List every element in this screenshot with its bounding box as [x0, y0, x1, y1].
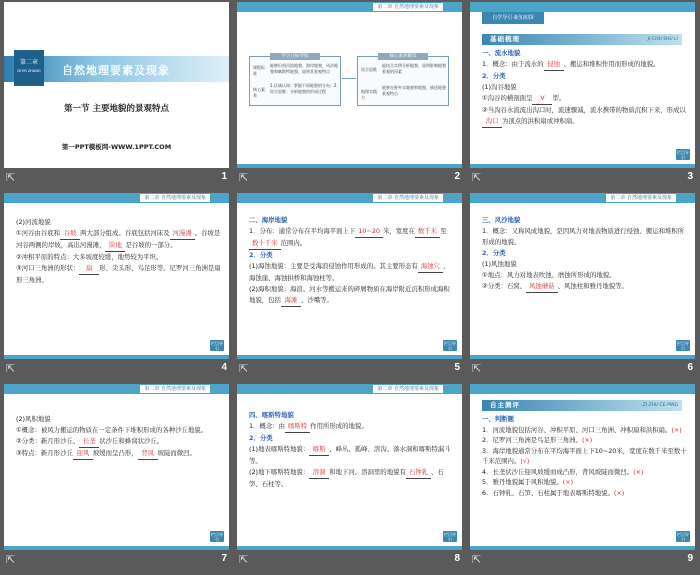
website-text: 第一PPT模板网-WWW.1PPT.COM	[61, 143, 172, 151]
slide-cell-1[interactable]	[0, 0, 233, 191]
slide-header-bar: 第二章 自然地理要素及现象	[4, 193, 229, 203]
slide-body-text: 三、风沙地貌 1．概念：又称风成地貌，是因风力对地表物质进行侵蚀、搬运和堆积所形成的地貌。 2．分类 (1)风蚀地貌 ①地点：风力对地表吹蚀、磨蚀所形成的地貌。 ②分类：石窝、 风蚀蘑菇 、风蚀柱和雅丹地貌等。	[482, 215, 687, 293]
slide-number: 6	[687, 362, 693, 373]
slide-bottom-bar	[4, 355, 229, 359]
slide-thumbnail[interactable]	[4, 384, 229, 550]
slide-header-bar	[470, 2, 695, 12]
slide-number: 7	[221, 553, 227, 564]
slide-thumbnail[interactable]	[237, 193, 462, 359]
slide-footer	[466, 170, 699, 188]
slide-bottom-bar	[237, 355, 462, 359]
section-header: 基础梳理 JI CHU SHU LI	[482, 34, 682, 45]
back-to-toc-button[interactable]: 栏目导引	[211, 341, 223, 351]
slide-thumbnail[interactable]	[470, 193, 695, 359]
slide-footer	[466, 552, 699, 570]
slide-footer	[233, 170, 466, 188]
slide-number: 5	[454, 362, 460, 373]
slide-bottom-bar	[4, 546, 229, 550]
slide-bottom-bar	[237, 546, 462, 550]
back-to-toc-button[interactable]: 栏目导引	[677, 150, 689, 160]
slide-footer	[233, 361, 466, 379]
slide-number: 9	[687, 553, 693, 564]
section-header: 自主测评 ZI ZHU CE PING	[482, 400, 682, 411]
slide-cell-9[interactable]	[466, 382, 699, 573]
share-icon[interactable]: ⇱	[472, 553, 482, 566]
slide-header-bar: 第二章 自然地理要素及现象	[237, 2, 462, 12]
slide-number: 8	[454, 553, 460, 564]
back-to-toc-button[interactable]: 栏目导引	[677, 532, 689, 542]
share-icon[interactable]: ⇱	[6, 553, 16, 566]
section-title: 第一节 主要地貌的景观特点	[64, 104, 169, 114]
share-icon[interactable]: ⇱	[472, 171, 482, 184]
share-icon[interactable]: ⇱	[472, 362, 482, 375]
slide-cell-2[interactable]	[233, 0, 466, 191]
share-icon[interactable]: ⇱	[239, 362, 249, 375]
slide-body-text: 一、判断题 1．河流地貌包括河谷、冲积平原、河口三角洲、冲积扇和洪积扇。(×) 2．尼罗河三角洲是鸟足形三角洲。(×) 3．海岸地貌通常分布在平均海平面上下10~20米，宽度在数千米至数十千米范围内。(√) 4．长垄状沙丘迎风坡缓而成凸形，背风坡陡而微凹。(×) 5．雅丹地貌属于风积地貌。(×) 6．石钟乳、石笋、石柱属于地表喀斯特地貌。(×)	[482, 415, 687, 497]
share-icon[interactable]: ⇱	[239, 171, 249, 184]
share-icon[interactable]: ⇱	[6, 362, 16, 375]
slide-number: 1	[221, 171, 227, 182]
slide-body-text: 二、海岸地貌 1．分布：通常分布在平均海平面上下 10~20 米，宽度在 数千米 至数十千米 范围内。 2．分类 (1)海蚀地貌：主要是受海浪侵蚀作用形成的。其主要形态有 海蚀穴 、海蚀崖、海蚀拱桥和海蚀柱等。 (2)海积地貌：海浪、河水等搬运来的碎屑物质在海岸附近沉积形成海积地貌，包括 海滩 、沙嘴等。	[249, 215, 454, 307]
slide-footer	[466, 361, 699, 379]
slide-body-text: 四、喀斯特地貌 1．概念：由 喀斯特 作用所形成的地貌。 2．分类 (1)地表喀斯特地貌： 喀斯 、峰丛、孤峰、溶沟、落水洞和喀斯特漏斗等。 (2)地下喀斯特地貌： 溶洞 和地下河。溶洞里的地貌有 石钟乳 、石笋、石柱等。	[249, 411, 451, 488]
slide-thumbnail[interactable]	[470, 2, 695, 168]
slide-bottom-bar	[470, 546, 695, 550]
slide-footer	[0, 361, 233, 379]
slide-thumbnail[interactable]	[237, 384, 462, 550]
slide-thumbnail[interactable]	[237, 2, 462, 168]
slide-body-text: (2)河流地貌 ①河谷由谷底和 谷坡 两大部分组成。谷底包括河床及 河漫滩 。谷坡是河谷两侧的岸坡，高出河漫滩， 阶地 是谷坡的一部分。 ②冲积平原的特点：大多坡度较缓，地势较为平坦。 ③河口三角洲的形状： 扇 形、尖头形、鸟足形等。尼罗河三角洲是扇形三角洲。	[16, 218, 221, 284]
back-to-toc-button[interactable]: 栏目导引	[211, 532, 223, 542]
slide-header-bar	[470, 384, 695, 394]
slide-cell-4[interactable]	[0, 191, 233, 382]
slide-thumbnail[interactable]	[4, 193, 229, 359]
slide-header-bar: 第二章 自然地理要素及现象	[237, 384, 462, 394]
slide-thumbnail[interactable]	[470, 384, 695, 550]
slide-thumbnail[interactable]	[4, 2, 229, 168]
literacy-table: 核心素养解读 综合思维 能结合实例分析地貌，说明影响地貌景观的因素 地理实践力 能够在野外实地观察地貌，描述地貌景观特点	[357, 56, 449, 106]
slide-header-bar: 第二章 自然地理要素及现象	[237, 193, 462, 203]
slide-header-bar: 第二章 自然地理要素及现象	[470, 193, 695, 203]
objectives-table: 学习目标导航 课程标准 能够识别河流地貌、海岸地貌、风沙地貌和喀斯特地貌，说明其景观特点 核心素养 1.区域认知：掌握不同地貌的分布；2.综合思维：分析地貌的形成过程	[249, 56, 341, 106]
slide-cell-6[interactable]	[466, 191, 699, 382]
slide-cell-8[interactable]	[233, 382, 466, 573]
share-icon[interactable]: ⇱	[239, 553, 249, 566]
chapter-title: 自然地理要素及现象	[62, 64, 170, 77]
slide-number: 3	[687, 171, 693, 182]
slide-bottom-bar	[470, 164, 695, 168]
slide-cell-3[interactable]	[466, 0, 699, 191]
slide-cell-5[interactable]	[233, 191, 466, 382]
slide-bottom-bar	[237, 164, 462, 168]
slide-number: 4	[221, 362, 227, 373]
slide-footer	[0, 552, 233, 570]
back-to-toc-button[interactable]: 栏目导引	[444, 532, 456, 542]
slide-bottom-bar	[470, 355, 695, 359]
slide-number: 2	[454, 171, 460, 182]
connector-line	[342, 78, 356, 79]
back-to-toc-button[interactable]: 栏目导引	[677, 341, 689, 351]
slide-header-bar: 第二章 自然地理要素及现象	[4, 384, 229, 394]
back-to-toc-button[interactable]: 栏目导引	[444, 341, 456, 351]
chapter-badge: 第二章 DI ER ZHANG	[14, 50, 44, 86]
section-ribbon: 自学导引·新知初探	[482, 12, 544, 24]
share-icon[interactable]: ⇱	[6, 171, 16, 184]
slide-body-text: (2)风积地貌 ①概念：被风力搬运的物质在一定条件下堆积形成的各种沙丘地貌。 ②分类：新月形沙丘、 长垄 状沙丘和蜂窝状沙丘。 ③特点：新月形沙丘 迎风 坡缓而呈凸形， 背风 坡陡而微凹。	[16, 414, 221, 460]
slide-footer	[0, 170, 233, 188]
slide-footer	[233, 552, 466, 570]
slide-body-text: 一、流水地貌 1．概念：由于流水的 侵蚀 、搬运和堆积作用而形成的地貌。 2．分类 (1)沟谷地貌 ①沟谷的横剖面呈 V 型。 ②当沟谷水流流出沟口时，流速骤减，流水携带的物质沉积下来，形成以沟口 为顶点的洪积扇或冲积扇。	[482, 48, 687, 128]
slide-cell-7[interactable]	[0, 382, 233, 573]
